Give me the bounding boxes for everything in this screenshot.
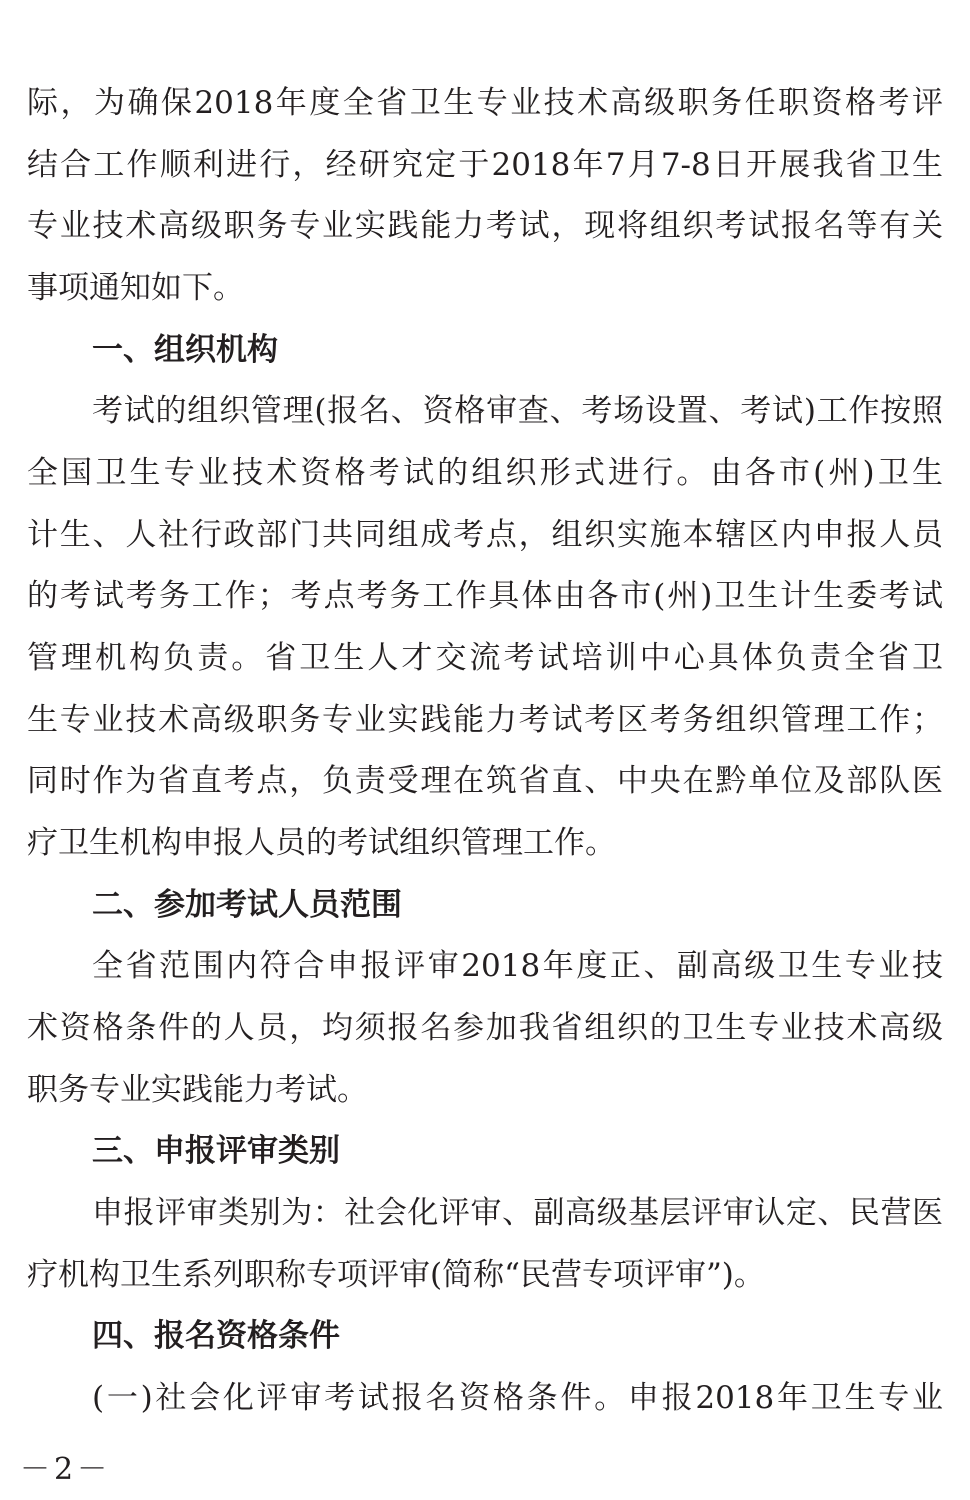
- section1-heading: 一、组织机构: [92, 332, 278, 368]
- section3-line-1: 申报评审类别为：社会化评审、副高级基层评审认定、民营医: [92, 1195, 943, 1231]
- section1-line-7: 同时作为省直考点，负责受理在筑省直、中央在黔单位及部队医: [27, 763, 943, 799]
- section3-line-2: 疗机构卫生系列职称专项评审(简称“民营专项评审”)。: [27, 1257, 765, 1293]
- section1-line-5: 管理机构负责。省卫生人才交流考试培训中心具体负责全省卫: [27, 640, 943, 676]
- section2-heading: 二、参加考试人员范围: [92, 887, 402, 923]
- section1-line-2: 全国卫生专业技术资格考试的组织形式进行。由各市(州)卫生: [27, 455, 943, 491]
- section1-line-6: 生专业技术高级职务专业实践能力考试考区考务组织管理工作；: [27, 702, 943, 738]
- intro-line-2: 结合工作顺利进行，经研究定于2018年7月7-8日开展我省卫生: [27, 147, 943, 183]
- section1-line-1: 考试的组织管理(报名、资格审查、考场设置、考试)工作按照: [92, 393, 943, 429]
- section3-heading: 三、申报评审类别: [92, 1133, 340, 1169]
- intro-line-3: 专业技术高级职务专业实践能力考试，现将组织考试报名等有关: [27, 208, 943, 244]
- section4-line-1: (一)社会化评审考试报名资格条件。申报2018年卫生专业: [92, 1380, 943, 1416]
- intro-line-4: 事项通知如下。: [27, 270, 244, 306]
- page-number: －2－: [20, 1452, 112, 1487]
- section2-line-2: 术资格条件的人员，均须报名参加我省组织的卫生专业技术高级: [27, 1010, 943, 1046]
- section1-line-3: 计生、人社行政部门共同组成考点，组织实施本辖区内申报人员: [27, 517, 943, 553]
- section2-line-1: 全省范围内符合申报评审2018年度正、副高级卫生专业技: [92, 948, 943, 984]
- section2-line-3: 职务专业实践能力考试。: [27, 1072, 368, 1108]
- intro-line-1: 际，为确保2018年度全省卫生专业技术高级职务任职资格考评: [27, 85, 943, 121]
- section1-line-8: 疗卫生机构申报人员的考试组织管理工作。: [27, 825, 616, 861]
- section1-line-4: 的考试考务工作；考点考务工作具体由各市(州)卫生计生委考试: [27, 578, 943, 614]
- section4-heading: 四、报名资格条件: [92, 1318, 340, 1354]
